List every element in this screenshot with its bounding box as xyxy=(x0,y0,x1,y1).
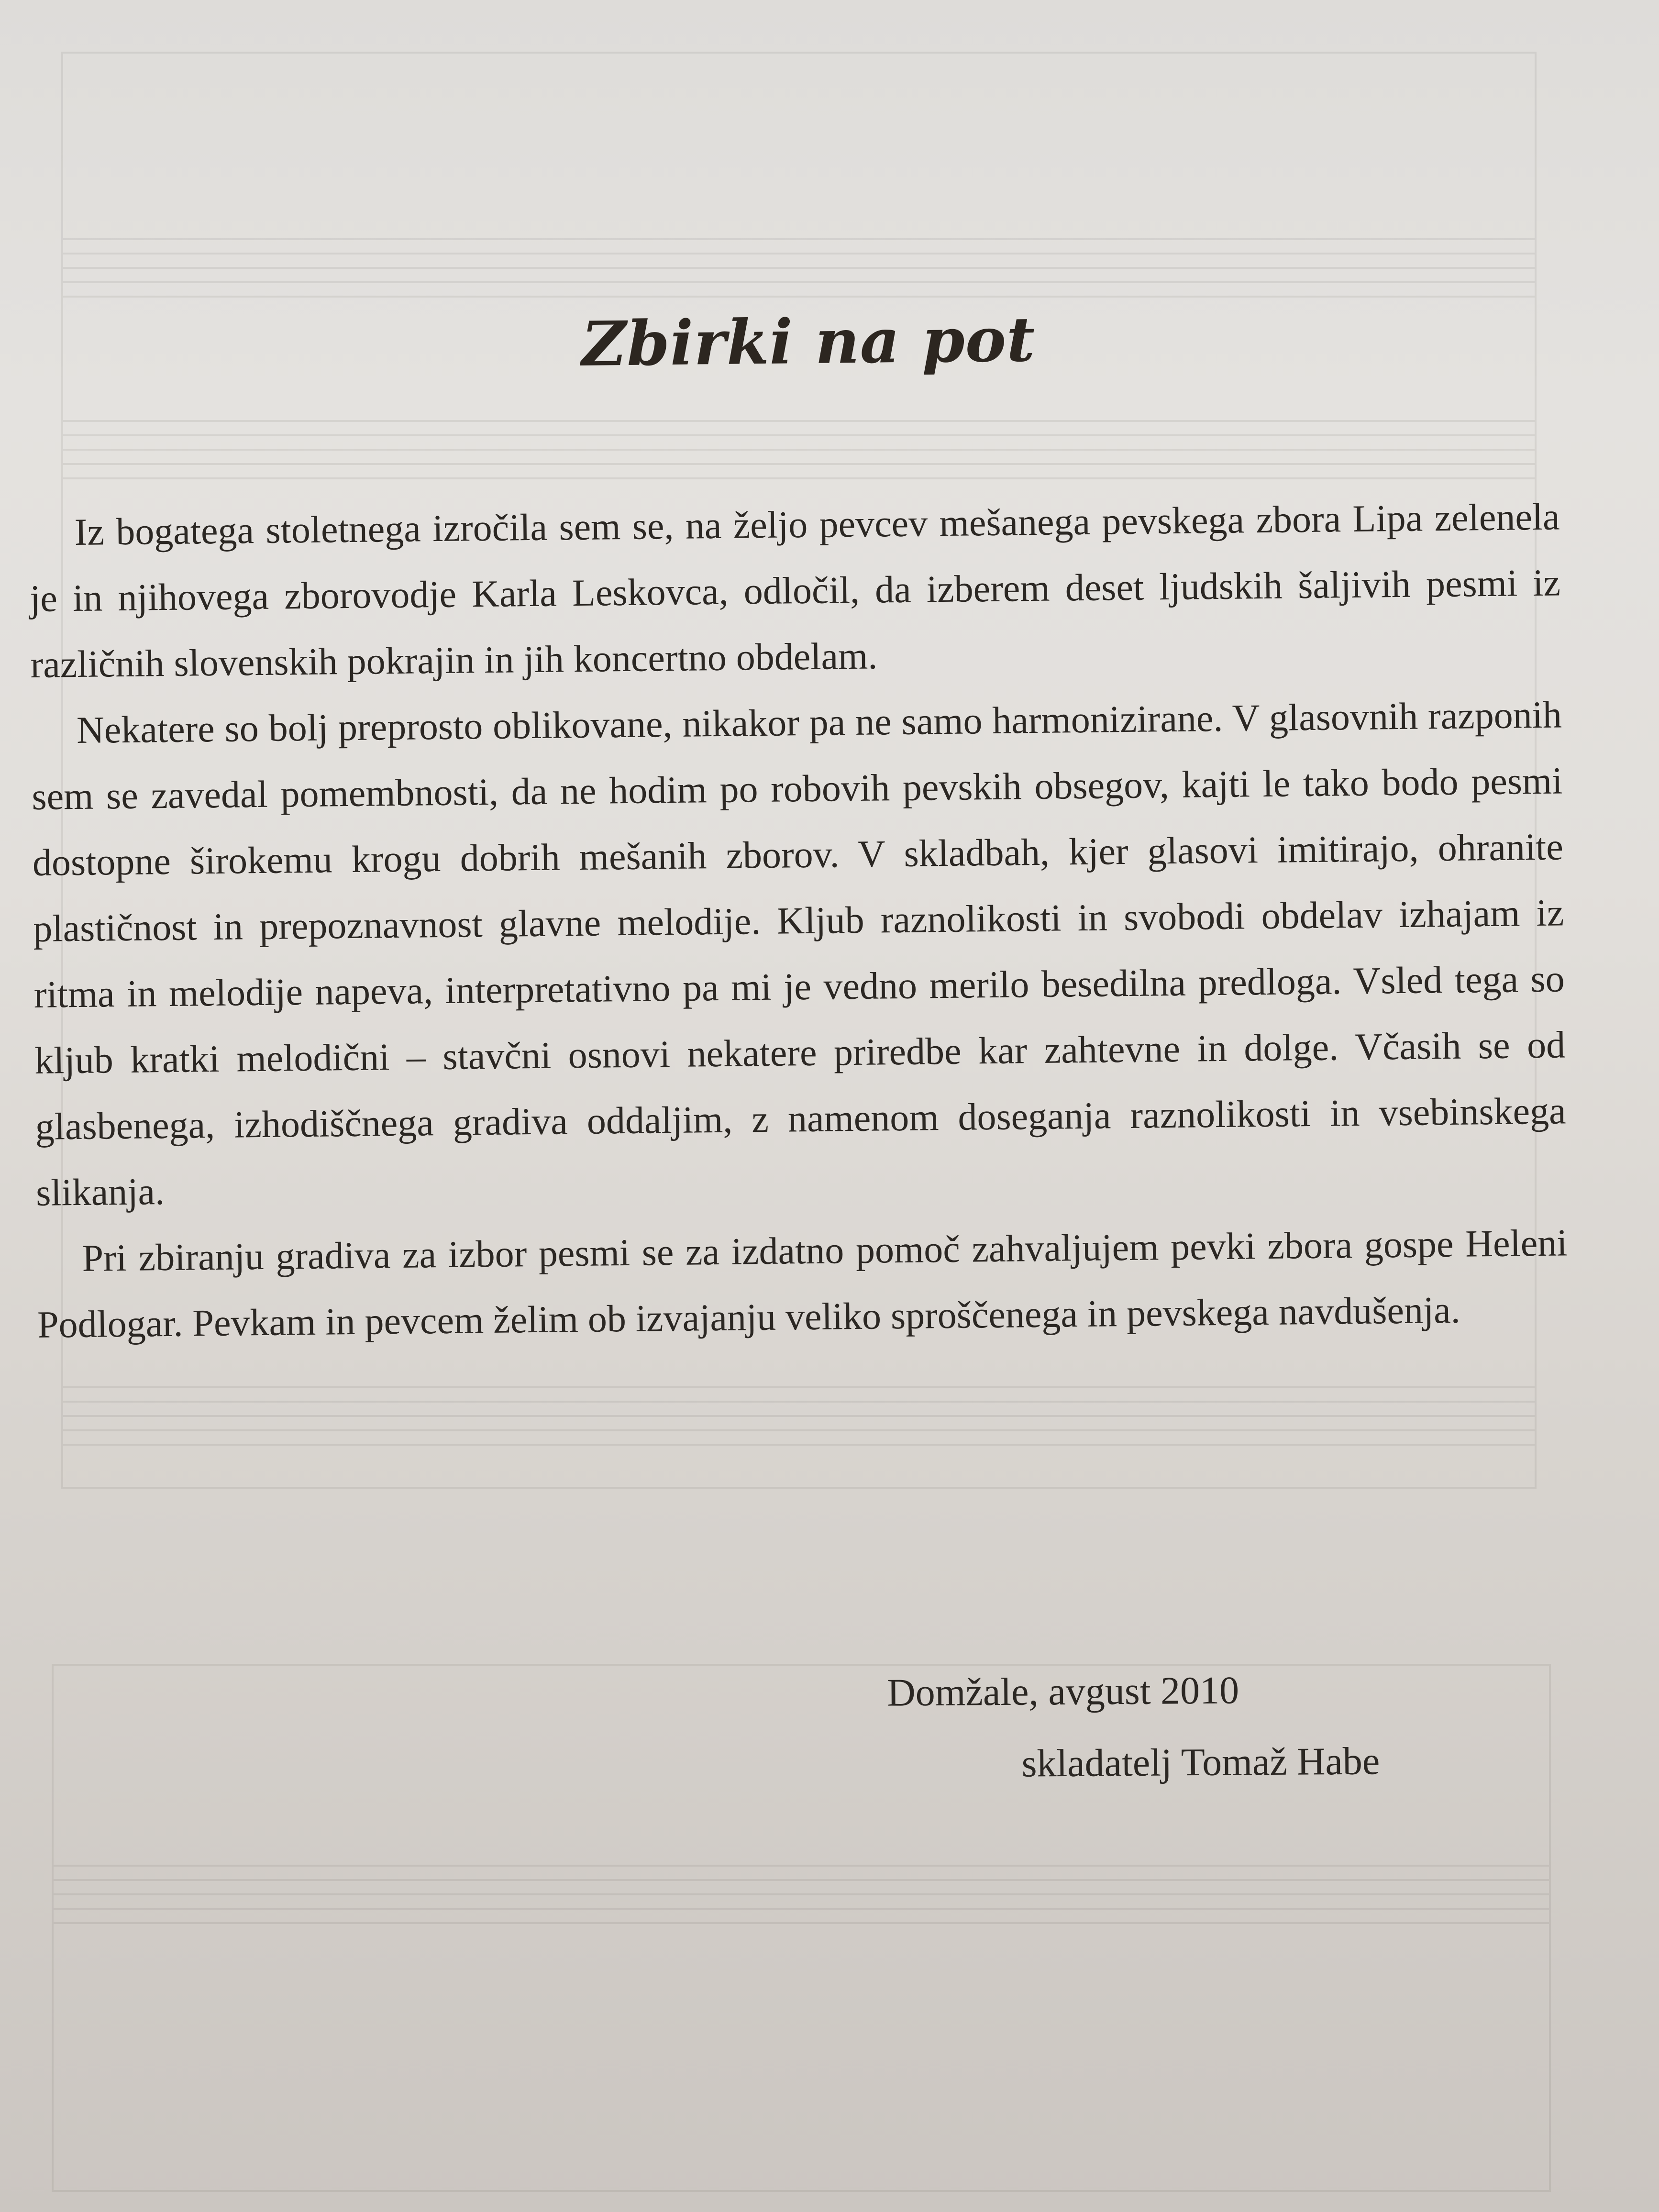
paragraph-1: Iz bogatega stoletnega izročila sem se, na željo pevcev mešanega pevskega zbora Lipa zelenela je in njihovega zborovodje Karla Leskovca, odločil, da izberem deset ljudskih šaljivih pesmi iz različnih slovenskih pokrajin in jih koncertno obdelam. xyxy=(29,496,1561,686)
signature-block xyxy=(887,1653,1380,1800)
place-date: Domžale, avgust 2010 xyxy=(887,1668,1239,1714)
page-title: Zbirki na pot xyxy=(581,304,1036,380)
author-name: skladatelj Tomaž Habe xyxy=(1021,1739,1380,1785)
paragraph-2: Nekatere so bolj preprosto oblikovane, nikakor pa ne samo harmonizirane. V glasovnih razponih sem se zavedal pomembnosti, da ne hodim po robovih pevskih obsegov, kajti le tako bodo pesmi dostopne širokemu krogu dobrih mešanih zborov. V skladbah, kjer glasovi imitirajo, ohranite plastičnost in prepoznavnost glavne melodije. Kljub raznolikosti in svobodi obdelav izhajam iz ritma in melodije napeva, interpretativno pa mi je vedno merilo besedilna predloga. Vsled tega so kljub kratki melodični – stavčni osnovi nekatere priredbe kar zahtevne in dolge. Včasih se od glasbenega, izhodiščnega gradiva oddaljim, z namenom doseganja raznolikosti in vsebinskega slikanja. xyxy=(32,694,1567,1214)
body-text xyxy=(29,484,1569,1358)
paragraph-3: Pri zbiranju gradiva za izbor pesmi se za izdatno pomoč zahvaljujem pevki zbora gospe Heleni Podlogar. Pevkam in pevcem želim ob izvajanju veliko sproščenega in pevskega navdušenja. xyxy=(37,1222,1568,1346)
